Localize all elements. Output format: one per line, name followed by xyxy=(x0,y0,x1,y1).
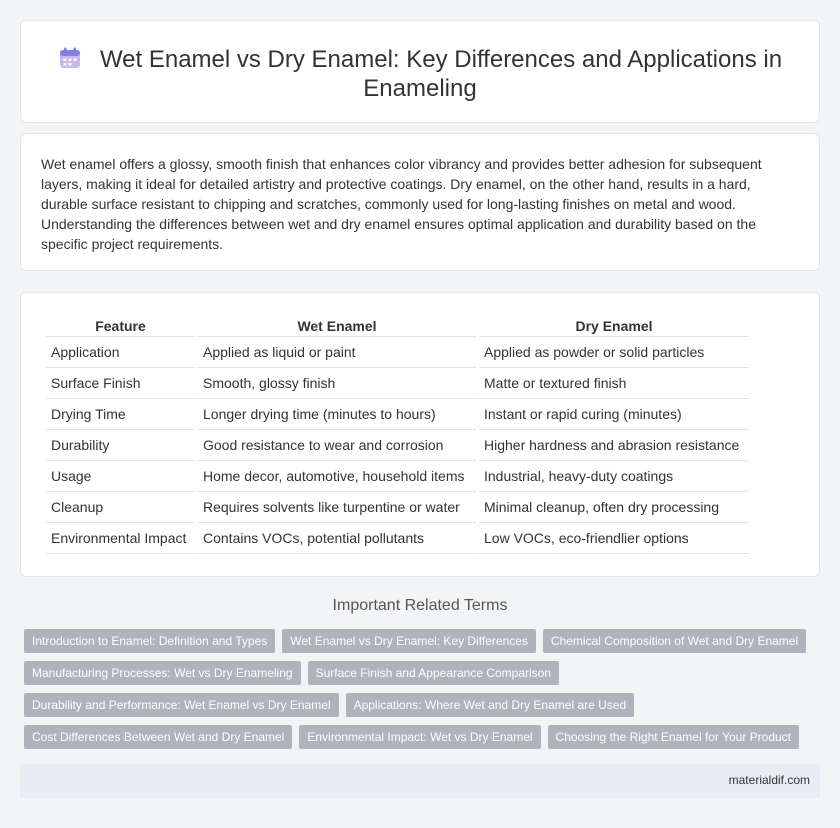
cell-feature: Application xyxy=(46,337,195,368)
comparison-card xyxy=(20,292,820,577)
cell-wet: Smooth, glossy finish xyxy=(198,368,476,399)
table-row xyxy=(46,461,749,492)
related-tag-key-differences[interactable]: Wet Enamel vs Dry Enamel: Key Differences xyxy=(282,629,536,653)
table-row xyxy=(46,368,749,399)
footer xyxy=(20,764,820,798)
cell-dry: Matte or textured finish xyxy=(479,368,749,399)
header-feature: Feature xyxy=(46,316,195,337)
cell-wet: Good resistance to wear and corrosion xyxy=(198,430,476,461)
comparison-table xyxy=(43,316,752,554)
related-terms-title: Important Related Terms xyxy=(332,597,508,614)
cell-feature: Usage xyxy=(46,461,195,492)
cell-feature: Surface Finish xyxy=(46,368,195,399)
table-row xyxy=(46,430,749,461)
table-header-row xyxy=(46,316,749,337)
page-title-row xyxy=(21,45,819,103)
cell-dry: Minimal cleanup, often dry processing xyxy=(479,492,749,523)
related-tag-surface-finish[interactable]: Surface Finish and Appearance Comparison xyxy=(308,661,559,685)
header-card xyxy=(20,20,820,123)
tag-row xyxy=(24,693,824,725)
cell-feature: Environmental Impact xyxy=(46,523,195,554)
related-tag-manufacturing[interactable]: Manufacturing Processes: Wet vs Dry Enameling xyxy=(24,661,301,685)
related-tag-cost[interactable]: Cost Differences Between Wet and Dry Enamel xyxy=(24,725,292,749)
related-tag-intro-enamel[interactable]: Introduction to Enamel: Definition and Types xyxy=(24,629,275,653)
cell-wet: Requires solvents like turpentine or water xyxy=(198,492,476,523)
cell-feature: Drying Time xyxy=(46,399,195,430)
header-dry-enamel: Dry Enamel xyxy=(479,316,749,337)
related-tag-environmental[interactable]: Environmental Impact: Wet vs Dry Enamel xyxy=(299,725,540,749)
cell-feature: Durability xyxy=(46,430,195,461)
cell-wet: Longer drying time (minutes to hours) xyxy=(198,399,476,430)
calendar-icon xyxy=(58,46,82,70)
related-tag-applications[interactable]: Applications: Where Wet and Dry Enamel are Used xyxy=(346,693,635,717)
page-title: Wet Enamel vs Dry Enamel: Key Differences and Applications in Enameling xyxy=(99,46,783,102)
related-tag-chemical-composition[interactable]: Chemical Composition of Wet and Dry Enamel xyxy=(543,629,806,653)
tag-row xyxy=(24,629,824,661)
cell-dry: Applied as powder or solid particles xyxy=(479,337,749,368)
intro-card xyxy=(20,133,820,271)
cell-dry: Higher hardness and abrasion resistance xyxy=(479,430,749,461)
cell-wet: Contains VOCs, potential pollutants xyxy=(198,523,476,554)
cell-dry: Instant or rapid curing (minutes) xyxy=(479,399,749,430)
related-terms-tags xyxy=(24,629,824,757)
footer-site-link[interactable]: materialdif.com xyxy=(728,773,810,787)
tag-row xyxy=(24,661,824,693)
table-row xyxy=(46,523,749,554)
cell-wet: Home decor, automotive, household items xyxy=(198,461,476,492)
table-row xyxy=(46,399,749,430)
cell-wet: Applied as liquid or paint xyxy=(198,337,476,368)
intro-paragraph: Wet enamel offers a glossy, smooth finish that enhances color vibrancy and provides better adhesion for subsequent layers, making it ideal for detailed artistry and protective coatings. Dry enamel, on the other hand, results in a hard, durable surface resistant to chipping and scratches, commonly used for long-lasting finishes on metal and wood. Understanding the differences between wet and dry enamel ensures optimal application and durability based on the specific project requirements. xyxy=(41,156,762,252)
cell-feature: Cleanup xyxy=(46,492,195,523)
related-tag-durability[interactable]: Durability and Performance: Wet Enamel vs Dry Enamel xyxy=(24,693,339,717)
header-wet-enamel: Wet Enamel xyxy=(198,316,476,337)
cell-dry: Industrial, heavy-duty coatings xyxy=(479,461,749,492)
related-tag-choosing[interactable]: Choosing the Right Enamel for Your Product xyxy=(548,725,799,749)
table-row xyxy=(46,492,749,523)
tag-row xyxy=(24,725,824,757)
cell-dry: Low VOCs, eco-friendlier options xyxy=(479,523,749,554)
table-row xyxy=(46,337,749,368)
